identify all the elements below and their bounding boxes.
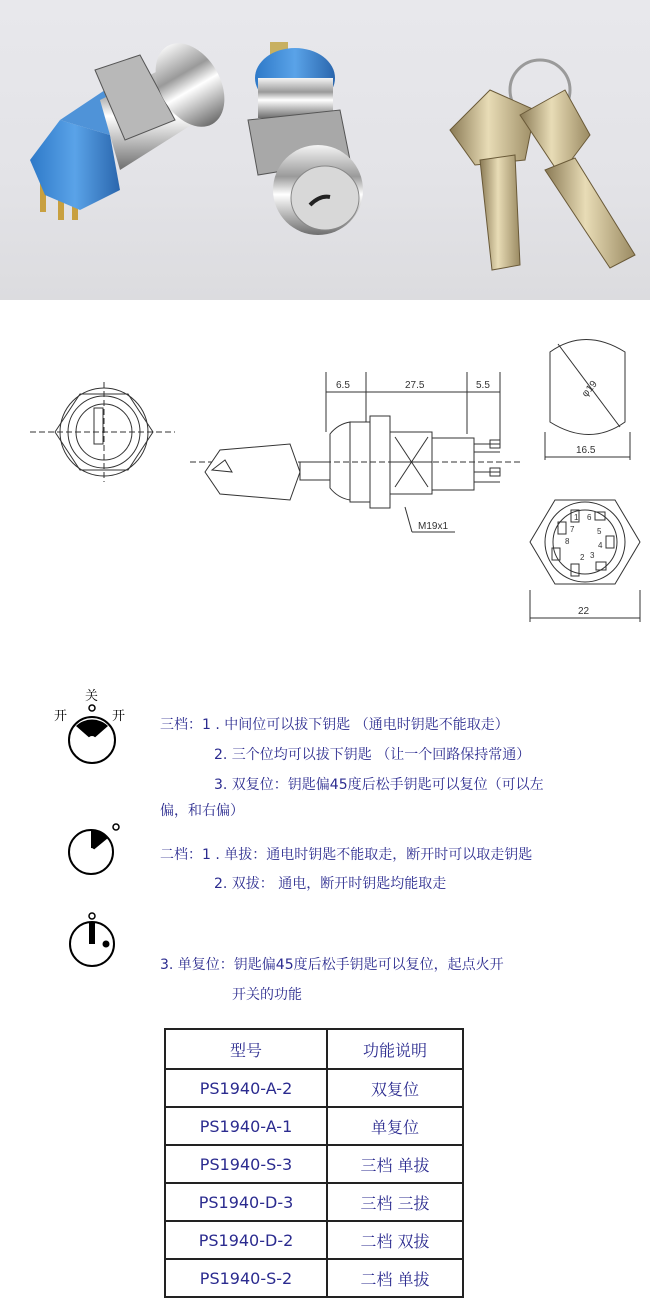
table-row: [165, 1183, 463, 1221]
dimension-labels: [336, 379, 603, 617]
three-position-symbol: [52, 688, 132, 768]
back-view: [530, 500, 640, 622]
table-row: [165, 1107, 463, 1145]
pin-label: 3: [590, 551, 595, 560]
single-desc-line1: 3. 单复位：钥匙偏45度后松手钥匙可以复位，起点火开: [160, 957, 504, 973]
model-cell: PS1940-A-2: [165, 1069, 327, 1107]
dim-thread: M19x1: [418, 521, 449, 532]
pin-label: 5: [597, 527, 602, 536]
svg-text:关: 关: [85, 689, 99, 704]
single-desc-line2: 开关的功能: [232, 987, 302, 1003]
svg-text:开: 开: [54, 709, 68, 724]
function-cell: 二档 双拔: [327, 1221, 463, 1259]
pin-label: 6: [587, 513, 592, 522]
table-row: [165, 1069, 463, 1107]
svg-text:开: 开: [112, 709, 126, 724]
pin-label: 1: [574, 513, 579, 522]
dim-6-5: 6.5: [336, 380, 350, 391]
function-cell: 单复位: [327, 1107, 463, 1145]
model-cell: PS1940-D-3: [165, 1183, 327, 1221]
function-cell: 三档 三拔: [327, 1183, 463, 1221]
dim-5-5: 5.5: [476, 380, 490, 391]
table-row: [165, 1221, 463, 1259]
side-view: [190, 372, 520, 532]
dim-width-bottom: 22: [578, 606, 590, 617]
three-desc-line1: 三档：1 . 中间位可以拔下钥匙 （通电时钥匙不能取走）: [160, 717, 509, 733]
three-desc-line2: 2. 三个位均可以拔下钥匙 （让一个回路保持常通）: [214, 747, 531, 763]
table-header-model: 型号: [165, 1029, 327, 1069]
pin-label: 8: [565, 537, 570, 546]
function-cell: 双复位: [327, 1069, 463, 1107]
dim-diameter: φ19: [580, 378, 600, 400]
function-cell: 三档 单拔: [327, 1145, 463, 1183]
pin-label: 7: [570, 525, 575, 534]
pin-label: 2: [580, 553, 585, 562]
key-switch-photo: [0, 0, 650, 300]
model-table: [164, 1028, 464, 1298]
table-row: [165, 1259, 463, 1297]
pin-label: 4: [598, 541, 603, 550]
product-photo: [0, 0, 650, 300]
model-cell: PS1940-S-2: [165, 1259, 327, 1297]
two-position-symbol: [66, 822, 126, 882]
dim-width-top: 16.5: [576, 445, 596, 456]
three-desc-line4: 偏，和右偏）: [160, 803, 244, 819]
table-header-row: [165, 1029, 463, 1069]
technical-drawing: [0, 322, 650, 638]
model-cell: PS1940-S-3: [165, 1145, 327, 1183]
single-return-symbol: [66, 910, 126, 970]
two-desc-line1: 二档：1 . 单拔：通电时钥匙不能取走，断开时可以取走钥匙: [160, 847, 533, 863]
two-desc-line2: 2. 双拔： 通电，断开时钥匙均能取走: [214, 876, 447, 892]
table-row: [165, 1145, 463, 1183]
dimension-drawing: [0, 322, 650, 638]
dim-27-5: 27.5: [405, 380, 425, 391]
front-view: [30, 382, 175, 482]
function-cell: 二档 单拔: [327, 1259, 463, 1297]
model-cell: PS1940-A-1: [165, 1107, 327, 1145]
model-cell: PS1940-D-2: [165, 1221, 327, 1259]
three-desc-line3: 3. 双复位：钥匙偏45度后松手钥匙可以复位（可以左: [214, 777, 544, 793]
table-header-function: 功能说明: [327, 1029, 463, 1069]
